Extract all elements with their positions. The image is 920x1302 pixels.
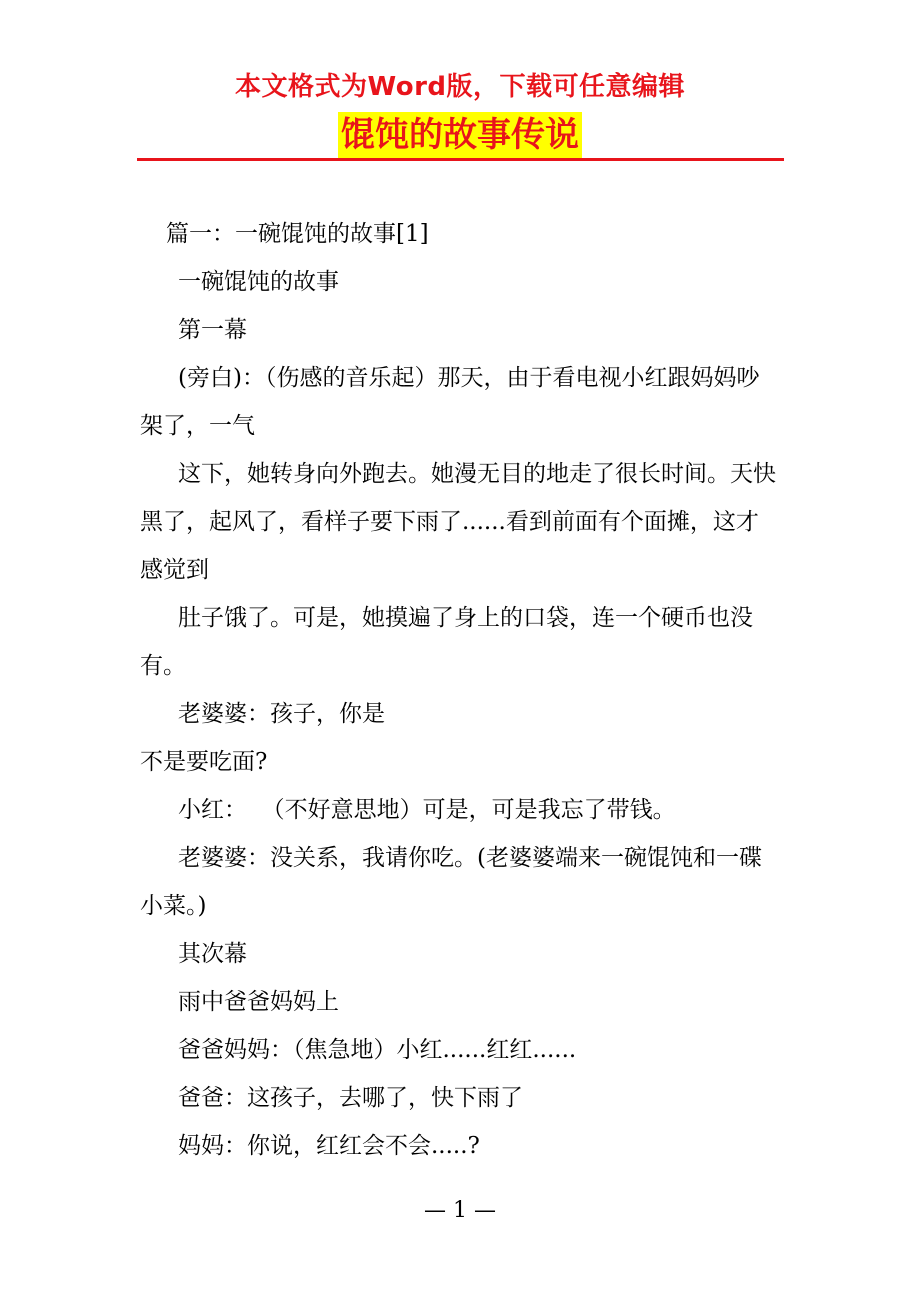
dialogue-line: 爸爸妈妈：（焦急地）小红......红红......	[178, 1037, 577, 1063]
page-number: — 1 —	[424, 1198, 496, 1223]
paragraph: (旁白)：（伤感的音乐起）那天，由于看电视小红跟妈妈吵架了，一气	[140, 365, 760, 439]
dialogue-line: 爸爸：这孩子，去哪了，快下雨了	[178, 1085, 523, 1111]
dialogue-line: 小红： （不好意思地）可是，可是我忘了带钱。	[178, 797, 676, 823]
dialogue-line: 老婆婆：孩子，你是	[178, 701, 385, 727]
title-divider	[137, 158, 784, 161]
title-wrapper	[0, 112, 920, 158]
paragraph: 这下，她转身向外跑去。她漫无目的地走了很长时间。天快黑了，起风了，看样子要下雨了......看到前面有个面摊，这才感觉到	[140, 461, 776, 583]
dialogue-line: 妈妈：你说，红红会不会.....?	[178, 1133, 480, 1159]
section-heading: 篇一：一碗馄饨的故事[1]	[166, 221, 429, 247]
format-notice: 本文格式为Word版，下载可任意编辑	[234, 72, 686, 102]
act-heading: 其次幕	[178, 941, 247, 967]
paragraph: 肚子饿了。可是，她摸遍了身上的口袋，连一个硬币也没有。	[140, 605, 753, 679]
document-body	[140, 210, 780, 1170]
act-heading: 第一幕	[178, 317, 247, 343]
stage-direction: 雨中爸爸妈妈上	[178, 989, 339, 1015]
document-title: 馄饨的故事传说	[338, 112, 582, 158]
dialogue-line: 老婆婆：没关系，我请你吃。(老婆婆端来一碗馄饨和一碟小菜。)	[140, 845, 762, 919]
story-title: 一碗馄饨的故事	[178, 269, 339, 295]
dialogue-line: 不是要吃面?	[140, 749, 268, 775]
